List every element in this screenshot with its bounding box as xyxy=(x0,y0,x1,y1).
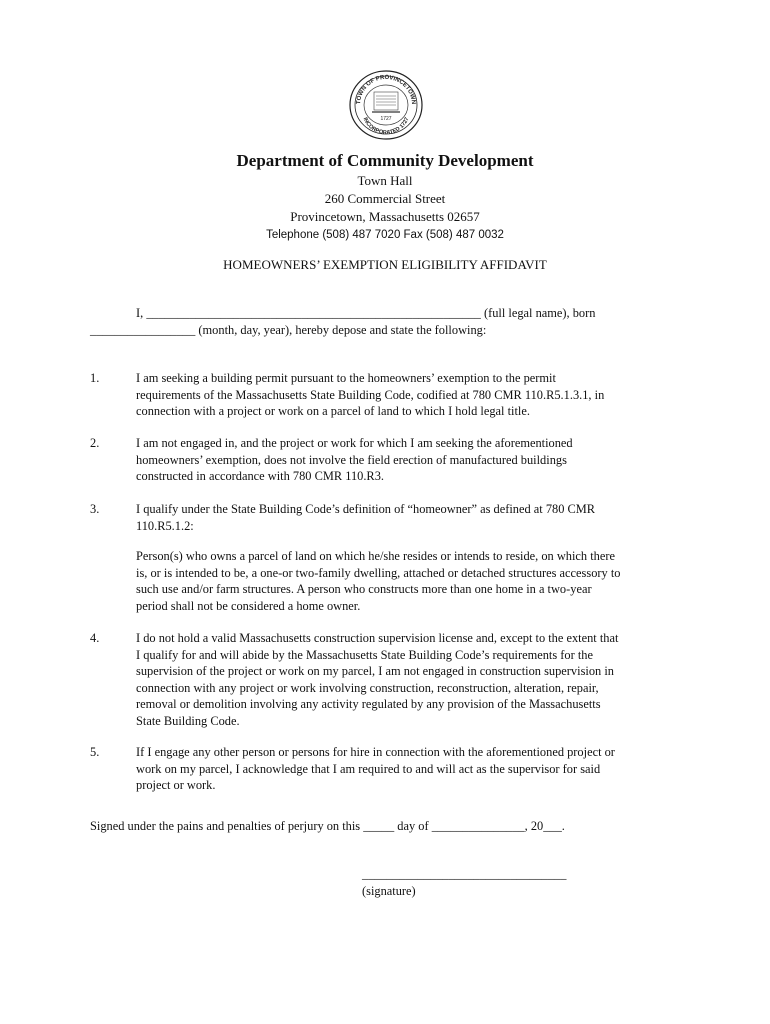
item-line: removal or demolition involving any activity regulated by any provision of the Massachusetts xyxy=(136,697,601,712)
item-line: 110.R5.1.2: xyxy=(136,518,194,533)
seal-bottom-text: INCORPORATED 1727 xyxy=(361,116,411,137)
item-line: project or work. xyxy=(136,778,216,793)
item-text xyxy=(136,630,682,730)
item-line: I am not engaged in, and the project or work for which I am seeking the aforementioned xyxy=(136,436,573,450)
perjury-statement: Signed under the pains and penalties of perjury on this _____ day of _______________, 20___. xyxy=(90,819,565,833)
item-line: constructed in accordance with 780 CMR 110.R3. xyxy=(136,469,384,484)
town-seal xyxy=(338,70,434,140)
definition-line: period shall not be considered a home owner. xyxy=(136,598,361,613)
definition-line: such use and/or farm structures. A person who constructs more than one home in a two-year xyxy=(136,582,592,597)
intro-paragraph xyxy=(90,305,680,338)
item-line: State Building Code. xyxy=(136,713,240,728)
item-number: 3. xyxy=(90,502,100,516)
item-text xyxy=(136,501,682,534)
signature-line: _________________________________ xyxy=(362,867,567,881)
item-line: I qualify under the State Building Code’s definition of “homeowner” as defined at 780 CMR xyxy=(136,502,596,516)
homeowner-definition xyxy=(136,548,682,614)
intro-line-name-birth: I, ______________________________________________________ (full legal name), born xyxy=(136,306,596,320)
item-line: supervision of the project or work on my parcel, I am not engaged in construction supervision in xyxy=(136,664,614,679)
address-building: Town Hall xyxy=(357,173,413,188)
phone-fax: Telephone (508) 487 7020 Fax (508) 487 0032 xyxy=(266,229,504,241)
item-number: 4. xyxy=(90,631,100,645)
item-text xyxy=(136,435,682,485)
item-line: I do not hold a valid Massachusetts construction supervision license and, except to the extent that xyxy=(136,631,619,645)
definition-line: Person(s) who owns a parcel of land on which he/she resides or intends to reside, on which there xyxy=(136,549,615,563)
item-number: 5. xyxy=(90,745,100,759)
seal-center-text: 1727 xyxy=(380,116,392,122)
item-number: 2. xyxy=(90,436,100,450)
item-line: connection with any project or work involving construction, reconstruction, alteration, repair, xyxy=(136,680,599,695)
signature-label: (signature) xyxy=(362,884,416,898)
intro-line-birthdate: _________________ (month, day, year), hereby depose and state the following: xyxy=(90,322,487,337)
address-street: 260 Commercial Street xyxy=(324,191,446,206)
address-city: Provincetown, Massachusetts 02657 xyxy=(290,209,480,224)
item-line: I qualify for and will abide by the Massachusetts State Building Code’s requirements for the xyxy=(136,647,593,662)
seal-top-text: TOWN OF PROVINCETOWN xyxy=(355,74,417,105)
item-line: connection with a project or work on a parcel of land to which I hold legal title. xyxy=(136,404,530,419)
letterhead xyxy=(0,150,770,243)
item-line: If I engage any other person or persons for hire in connection with the aforementioned project or xyxy=(136,745,615,759)
item-line: homeowners’ exemption, does not involve the field erection of manufactured buildings xyxy=(136,452,567,467)
item-text xyxy=(136,744,682,794)
item-text xyxy=(136,370,682,420)
department-title: Department of Community Development xyxy=(236,151,534,170)
form-title: HOMEOWNERS’ EXEMPTION ELIGIBILITY AFFIDAVIT xyxy=(223,257,547,272)
item-line: I am seeking a building permit pursuant to the homeowners’ exemption to the permit xyxy=(136,371,556,385)
item-line: requirements of the Massachusetts State Building Code, codified at 780 CMR 110.R5.1.3.1, in xyxy=(136,387,605,402)
item-number: 1. xyxy=(90,371,100,385)
item-line: work on my parcel, I acknowledge that I am required to and will act as the supervisor for said xyxy=(136,761,601,776)
definition-line: is, or is intended to be, a one-or two-family dwelling, attached or detached structures accessory to xyxy=(136,565,621,580)
